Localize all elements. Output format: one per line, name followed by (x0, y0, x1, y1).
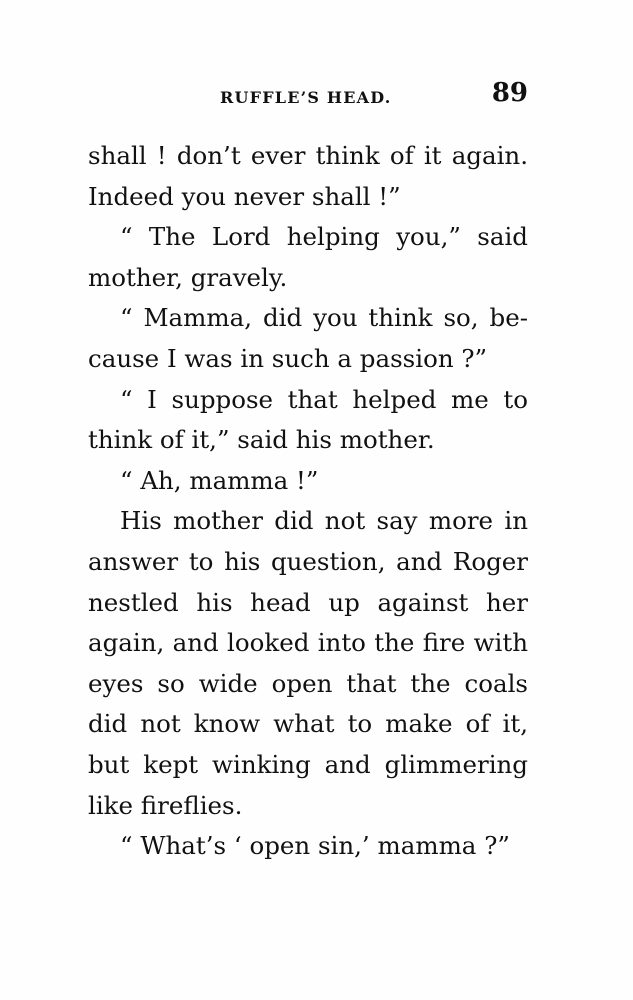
text-line: did not know what to make of it, (88, 709, 528, 739)
running-head: RUFFLE’S HEAD. (220, 88, 392, 107)
text-line: but kept winking and glimmering (88, 749, 528, 779)
text-line: “ The Lord helping you,” said (120, 222, 528, 252)
text-line: nestled his head up against her (88, 587, 528, 617)
text-line: Indeed you never shall !” (88, 181, 401, 211)
text-line: answer to his question, and Roger (88, 546, 528, 576)
body-text (88, 136, 528, 867)
page-number: 89 (491, 78, 528, 108)
text-line: think of it,” said his mother. (88, 425, 435, 455)
text-line: “ What’s ‘ open sin,’ mamma ?” (120, 831, 510, 861)
text-line: “ Mamma, did you think so, be- (120, 303, 528, 333)
text-line: eyes so wide open that the coals (88, 668, 528, 698)
page-header (88, 78, 528, 118)
text-line: mother, gravely. (88, 262, 288, 292)
text-line: shall ! don’t ever think of it again. (88, 141, 528, 170)
text-line: “ I suppose that helped me to (120, 384, 528, 414)
text-line: His mother did not say more in (120, 506, 528, 536)
text-line: like fireflies. (88, 790, 243, 820)
text-line: cause I was in such a passion ?” (88, 343, 488, 373)
text-line: “ Ah, mamma !” (120, 465, 319, 495)
text-line: again, and looked into the fire with (88, 628, 528, 658)
